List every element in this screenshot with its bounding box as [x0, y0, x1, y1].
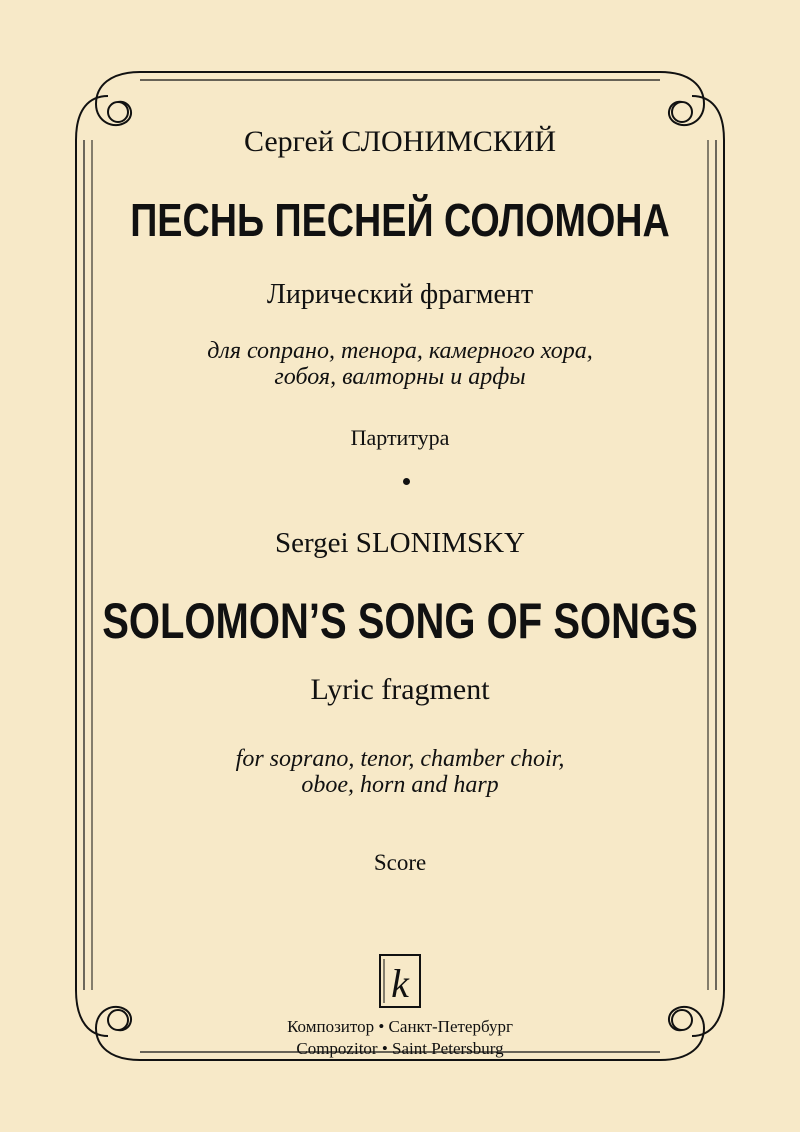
work-subtitle-ru: Лирический фрагмент [266, 279, 534, 310]
instrumentation-ru [0, 338, 800, 390]
work-title-ru: ПЕСНЬ ПЕСНЕЙ СОЛОМОНА [130, 194, 670, 246]
publisher-info [0, 1016, 800, 1060]
instrumentation-en [0, 746, 800, 798]
publisher-logo-letter: k [391, 961, 409, 1006]
separator-dot [403, 478, 410, 485]
composer-name-ru: Сергей СЛОНИМСКИЙ [243, 125, 557, 158]
composer-name-en: Sergei SLONIMSKY [275, 527, 525, 559]
instrumentation-en-line: oboe, horn and harp [301, 772, 499, 798]
work-title-en: SOLOMON’S SONG OF SONGS [102, 593, 698, 649]
work-subtitle-en: Lyric fragment [310, 673, 490, 706]
publisher-line-en: Compozitor • Saint Petersburg [296, 1039, 504, 1058]
publisher-logo [378, 953, 422, 1009]
instrumentation-en-line: for soprano, tenor, chamber choir, [235, 746, 565, 772]
instrumentation-ru-line: для сопрано, тенора, камерного хора, [207, 338, 593, 364]
publisher-line-ru: Композитор • Санкт-Петербург [287, 1017, 513, 1036]
edition-type-ru: Партитура [350, 425, 450, 450]
instrumentation-ru-line: гобоя, валторны и арфы [274, 364, 526, 390]
edition-type-en: Score [373, 850, 427, 875]
